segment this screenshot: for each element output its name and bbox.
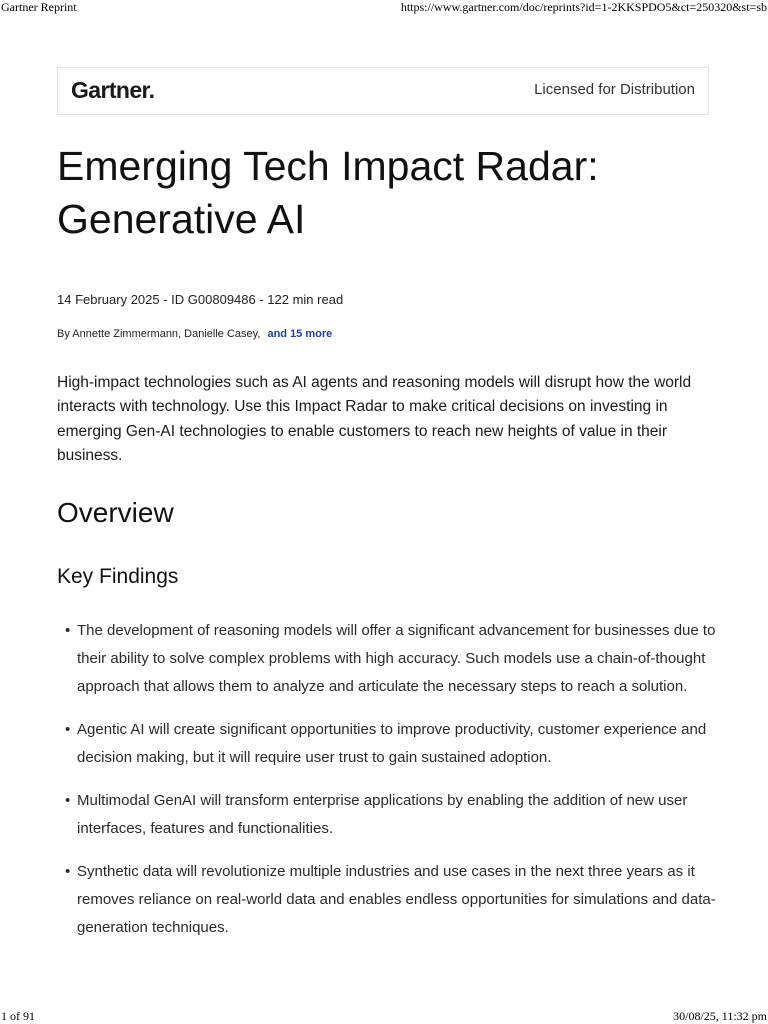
finding-item: • Synthetic data will revolutionize multiple industries and use cases in the next three years as it removes reliance on real-world data and enables endless opportunities for simulations and data-generation techniques.	[57, 858, 717, 942]
finding-item: • Agentic AI will create significant opportunities to improve productivity, customer experience and decision making, but it will require user trust to gain sustained adoption.	[57, 716, 717, 772]
overview-heading: Overview	[57, 497, 174, 528]
print-footer	[0, 1009, 768, 1023]
key-findings-list	[57, 617, 717, 957]
key-findings-heading: Key Findings	[57, 565, 179, 588]
bullet-icon: •	[65, 863, 71, 880]
brand-bar	[57, 67, 709, 115]
bullet-icon: •	[65, 622, 71, 639]
bullet-icon: •	[65, 721, 71, 738]
article-summary: High-impact technologies such as AI agents and reasoning models will disrupt how the world interacts with technology. Use this Impact Radar to make critical decisions on investing in emerging Gen-AI technologies to enable customers to reach new heights of value in their business.	[57, 374, 692, 464]
finding-item: • The development of reasoning models will offer a significant advancement for businesses due to their ability to solve complex problems with high accuracy. Such models use a chain-of-thought approach that allows them to analyze and articulate the necessary steps to reach a solution.	[57, 617, 717, 701]
print-page-title: Gartner Reprint	[1, 0, 77, 14]
finding-item: • Multimodal GenAI will transform enterprise applications by enabling the addition of new user interfaces, features and functionalities.	[57, 787, 717, 843]
print-header	[0, 0, 768, 14]
bullet-icon: •	[65, 792, 71, 809]
authors-list: By Annette Zimmermann, Danielle Casey,	[57, 328, 261, 340]
article-title: Emerging Tech Impact Radar: Generative AI	[57, 143, 599, 242]
page-count: 1 of 91	[1, 1009, 35, 1023]
more-authors-link[interactable]: and 15 more	[267, 328, 333, 340]
article-meta: 14 February 2025 - ID G00809486 - 122 min read	[57, 292, 344, 307]
print-url: https://www.gartner.com/doc/reprints?id=1-2KKSPDO5&ct=250320&st=sb	[400, 0, 767, 14]
gartner-logo[interactable]: Gartner.	[71, 77, 155, 103]
print-datetime: 30/08/25, 11:32 pm	[673, 1009, 767, 1023]
article-authors	[57, 328, 332, 340]
license-label: Licensed for Distribution	[534, 81, 695, 98]
